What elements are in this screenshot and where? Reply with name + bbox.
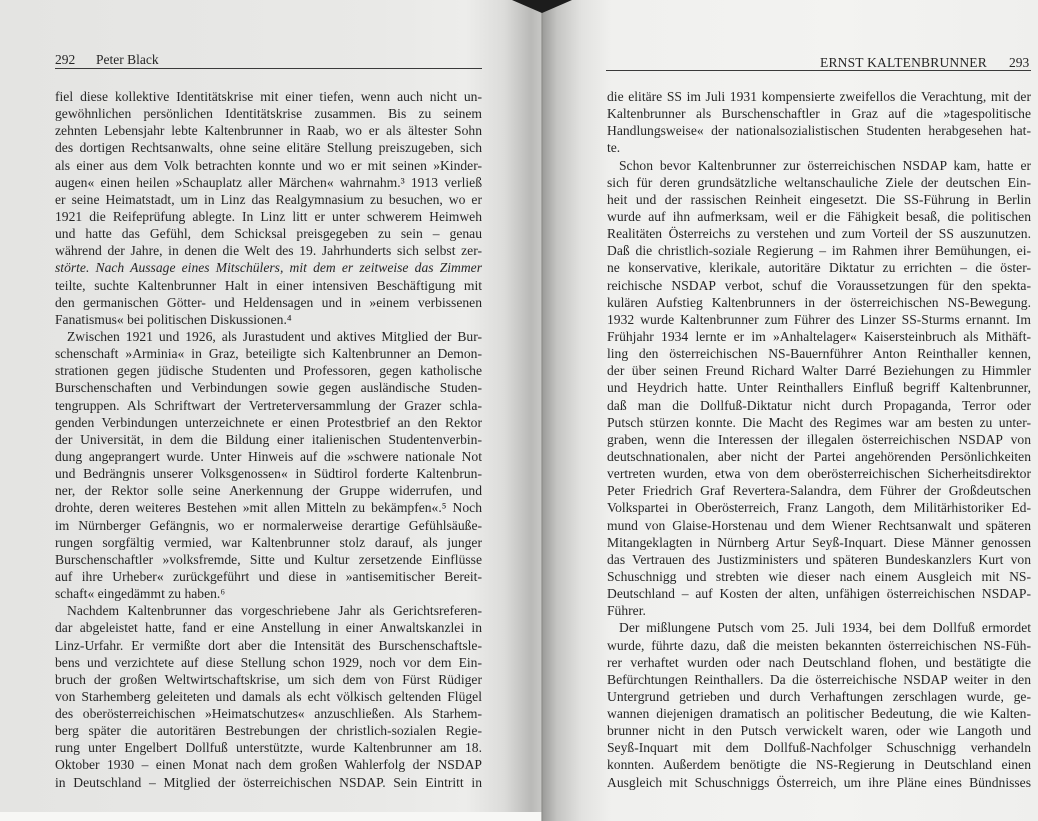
line-text: während der Jahre, in denen die Welt des 19. Jahrhunderts sich selbst zer- [55, 243, 482, 259]
line-text: te. [607, 140, 621, 156]
text-line [55, 157, 482, 174]
line-text: Führer. [607, 603, 646, 619]
left-text-column [55, 88, 482, 791]
text-line [607, 122, 1031, 139]
line-text: berg später die autoritären Bestrebungen der christlich-sozialen Regie- [55, 723, 482, 739]
line-text: der über seinen Freund Richard Walter Darré Beziehungen zu Himmler [607, 363, 1031, 379]
right-page [542, 0, 1038, 821]
line-text: tengruppen. Als Schriftwart der Vertreterversammlung der Grazer schla- [55, 397, 482, 413]
text-line [55, 414, 482, 431]
page-edge [0, 812, 542, 821]
text-line [55, 774, 482, 791]
text-line [607, 225, 1031, 242]
line-text: Burschenschaften und Verbindungen sowie gegen ausländische Studen- [55, 380, 482, 396]
text-line [607, 499, 1031, 516]
text-line [607, 414, 1031, 431]
line-text: der Universität, in dem die Bildung einer italienischen Studentenverbin- [55, 431, 482, 447]
text-line [55, 739, 482, 756]
line-text: und Bedrängnis unserer Volksgenossen« in Südtirol forderte Kaltenbrun- [55, 466, 482, 482]
line-text: sich für deren grundsätzliche weltanschauliche Ziele der deutschen Ein- [607, 174, 1031, 190]
line-text: Der mißlungene Putsch vom 25. Juli 1934, bei dem Dollfuß ermordet [619, 620, 1031, 636]
line-text: Mitangeklagten in Nürnberg Artur Seyß-Inquart. Diese Männer genossen [607, 534, 1031, 550]
line-text: Deutschland – auf Kosten der alten, unfähigen österreichischen NSDAP- [607, 586, 1031, 602]
text-line [607, 619, 1031, 636]
text-line [55, 362, 482, 379]
text-line [55, 259, 482, 276]
line-text: heit und der rassischen Reinheit eingesetzt. Die SS-Führung in Berlin [607, 191, 1031, 207]
text-line [55, 311, 482, 328]
text-line [607, 671, 1031, 688]
line-text: graben, wenn die Interessen der illegalen österreichischen NSDAP von [607, 431, 1031, 447]
text-line [607, 637, 1031, 654]
text-line [607, 139, 1031, 156]
line-text: konnten. Außerdem benötigte die NS-Regierung in Deutschland einen [607, 757, 1031, 773]
book-gutter [541, 0, 543, 821]
text-line [55, 654, 482, 671]
line-text: teilte, suchte Kaltenbrunner Halt in einer intensiven Beschäftigung mit [55, 277, 482, 293]
line-text: des dortigen Rechtsanwalts, ohne seine elitäre Stellung preiszugeben, sich [55, 140, 482, 156]
line-text: rung unter Engelbert Dollfuß unterstützte, wurde Kaltenbrunner am 18. [55, 740, 482, 756]
line-text: Daß die christlich-soziale Regierung – im Rahmen ihrer Bemühungen, ei- [607, 243, 1031, 259]
text-line [55, 379, 482, 396]
line-text: Frühjahr 1934 lernte er im »Anhaltelager« Kaisersteinbruch als Mithäft- [607, 328, 1031, 344]
line-text: Fanatismus« bei politischen Diskussionen.⁴ [55, 311, 292, 327]
line-text: dung angeprangert wurde. Unter Hinweis auf die »schwere nationale Not [55, 448, 482, 464]
line-text: und hatte das Gefühl, dem Schicksal preisgegeben zu sein – genau [55, 226, 482, 242]
text-line [607, 602, 1031, 619]
text-line [55, 208, 482, 225]
line-text: strationen gegen jüdische Studenten und Professoren, gegen katholische [55, 363, 482, 379]
line-text: den germanischen Götter- und Heldensagen und in »einem verbissenen [55, 294, 482, 310]
text-line [607, 174, 1031, 191]
header-rule [606, 70, 1031, 71]
line-text: störte. Nach Aussage eines Mitschülers, mit dem er zeitweise das Zimmer [55, 260, 482, 276]
text-line [607, 585, 1031, 602]
page-number: 293 [1009, 55, 1030, 70]
line-text: bens und verzichtete auf diese Stellung schon 1929, noch vor dem Ein- [55, 654, 482, 670]
text-line [55, 482, 482, 499]
line-text: Kaltenbrunner als Burschenschaftler in Graz auf die »tagespolitische [607, 106, 1031, 122]
text-line [55, 139, 482, 156]
line-text: als einer aus dem Volk betrachten konnte und wo er mit seinen »Kinder- [55, 157, 482, 173]
text-line [607, 105, 1031, 122]
line-text: auf ihre Urheber« zurückgeführt und diese in »antisemitischer Bereit- [55, 568, 482, 584]
line-text: Schuschnigg und strebten wie dieser nach einem Ausgleich mit NS- [607, 568, 1031, 584]
line-text: ling den österreichischen NS-Bauernführer Anton Reinthaller kennen, [607, 346, 1031, 362]
line-text: und Heydrich hatte. Unter Reinthallers Einfluß begriff Kaltenbrunner, [607, 380, 1031, 396]
line-text: daß man die Dollfuß-Diktatur nicht durch Propaganda, Terror oder [607, 397, 1031, 413]
line-text: Handlungsweise« der nationalsozialistischen Studenten herabgesehen hat- [607, 123, 1031, 139]
text-line [55, 551, 482, 568]
line-text: schenschaft »Arminia« in Graz, beteiligte sich Kaltenbrunner an Demon- [55, 346, 482, 362]
line-text: 1932 wurde Kaltenbrunner zum Führer des Linzer SS-Sturms ernannt. Im [607, 311, 1031, 327]
text-line [55, 465, 482, 482]
line-text: Schon bevor Kaltenbrunner zur österreichischen NSDAP kam, hatte er [619, 157, 1031, 173]
text-line [55, 671, 482, 688]
page-number: 292 [55, 52, 76, 67]
text-line [607, 705, 1031, 722]
running-head: ERNST KALTENBRUNNER [820, 55, 987, 70]
text-line [607, 654, 1031, 671]
text-line [607, 756, 1031, 773]
line-text: Seyß-Inquart mit dem Dollfuß-Nachfolger Schuschnigg verhandeln [607, 740, 1031, 756]
line-text: Befürchtungen Reinthallers. Da die österreichische NSDAP weiter in den [607, 671, 1031, 687]
line-text: Peter Friedrich Graf Revertera-Salandra, dem Führer der Großdeutschen [607, 483, 1031, 499]
line-text: vertreten wurden, etwa von dem oberösterreichischen Sicherheitsdirektor [607, 466, 1031, 482]
text-line [55, 534, 482, 551]
line-text: kulären Aufstieg Kaltenbrunners in der österreichischen NS-Bewegung. [607, 294, 1031, 310]
line-text: mund von Glaise-Horstenau und dem Wiener Rechtsanwalt und späteren [607, 517, 1031, 533]
line-text: brunner nicht in den Putsch verwickelt waren, oder wie Langoth und [607, 723, 1031, 739]
text-line [55, 174, 482, 191]
text-line [55, 499, 482, 516]
line-text: reichische NSDAP verbot, schuf die Voraussetzungen für den spekta- [607, 277, 1031, 293]
line-text: genden Verbindungen unterzeichnete er einen Protestbrief an den Rektor [55, 414, 482, 430]
text-line [55, 225, 482, 242]
text-line [607, 157, 1031, 174]
paragraph [607, 619, 1031, 790]
text-line [607, 722, 1031, 739]
text-line [607, 277, 1031, 294]
line-text: in Deutschland – Mitglied der österreichischen NSDAP. Sein Eintritt in [55, 774, 482, 790]
line-text: Putsch stürzen konnte. Die Macht des Regimes war am besten zu unter- [607, 414, 1031, 430]
text-line [607, 311, 1031, 328]
text-line [55, 431, 482, 448]
text-line [55, 517, 482, 534]
line-text: Volkspartei in Oberösterreich, Franz Langoth, dem Militärhistoriker Ed- [607, 500, 1031, 516]
line-text: des oberösterreichischen »Heimatschutzes« anzuschließen. Als Starhem- [55, 706, 482, 722]
line-text: gewöhnlichen persönlichen Identitätskrise zusammen. Bis zu seinem [55, 106, 482, 122]
text-line [607, 517, 1031, 534]
text-line [607, 294, 1031, 311]
line-text: Linz-Urfahr. Er vermißte dort aber die Intensität des Burschenschaftsle- [55, 637, 482, 653]
paragraph [607, 88, 1031, 157]
paragraph [55, 602, 482, 791]
header-rule [55, 68, 482, 69]
line-text: Zwischen 1921 und 1926, als Jurastudent und aktives Mitglied der Bur- [67, 328, 482, 344]
line-text: Realitäten Österreichs zu verstehen und zum Vorteil der SS auszunutzen. [607, 226, 1031, 242]
line-text: Ausgleich mit Schuschniggs Österreich, um ihre Pläne eines Bündnisses [607, 774, 1031, 790]
line-text: drohte, deren weiteres Bestehen »mit allen Mitteln zu bekämpfen«.⁵ Noch [55, 500, 482, 516]
right-text-column [607, 88, 1031, 791]
text-line [607, 448, 1031, 465]
text-line [55, 448, 482, 465]
text-line [55, 105, 482, 122]
running-head: Peter Black [96, 52, 159, 67]
text-line [607, 431, 1031, 448]
text-line [55, 294, 482, 311]
text-line [55, 242, 482, 259]
line-text: augen« einen heilen »Schauplatz aller Märchen« wahrnahm.³ 1913 verließ [55, 174, 482, 190]
text-line [607, 191, 1031, 208]
text-line [55, 568, 482, 585]
text-line [607, 568, 1031, 585]
text-line [607, 345, 1031, 362]
text-line [55, 585, 482, 602]
line-text: wannen diejenigen dramatisch an politischer Bedeutung, die wie Kalten- [607, 706, 1031, 722]
line-text: Oktober 1930 – einen Monat nach dem großen Wahlerfolg der NSDAP [55, 757, 482, 773]
text-line [607, 242, 1031, 259]
text-line [607, 688, 1031, 705]
line-text: rer verhaftet wurden oder nach Deutschland flohen, und bestätigte die [607, 654, 1031, 670]
line-text: fiel diese kollektive Identitätskrise mit einer tiefen, wenn auch nicht un- [55, 89, 482, 104]
paragraph [607, 157, 1031, 620]
text-line [55, 88, 482, 105]
text-line [607, 551, 1031, 568]
paragraph [55, 328, 482, 602]
line-text: 1921 die Reifeprüfung ablegte. In Linz litt er unter schwerem Heimweh [55, 208, 482, 224]
text-line [55, 328, 482, 345]
text-line [607, 534, 1031, 551]
paragraph [55, 88, 482, 328]
text-line [607, 465, 1031, 482]
line-text: bruch der großen Weltwirtschaftskrise, um sich dem von Fürst Rüdiger [55, 671, 482, 687]
text-line [55, 688, 482, 705]
text-line [607, 379, 1031, 396]
text-line [55, 277, 482, 294]
text-line [607, 328, 1031, 345]
line-text: Untergrund getrieben und durch Verhaftungen zerschlagen wurde, ge- [607, 688, 1031, 704]
line-text: ner, der Rektor solle seine Anerkennung der Gruppe widerrufen, und [55, 483, 482, 499]
line-text: wurde auf ihn aufmerksam, weil er die Fähigkeit besaß, die politischen [607, 208, 1031, 224]
book-spine [512, 0, 572, 13]
line-text: zehnten Lebensjahr lebte Kaltenbrunner in Raab, wo er als ältester Sohn [55, 123, 482, 139]
text-line [607, 739, 1031, 756]
text-line [607, 362, 1031, 379]
text-line [607, 397, 1031, 414]
line-text: deutschnationalen, aber nicht der Partei angehörenden Persönlichkeiten [607, 448, 1031, 464]
line-text: ne konservative, klerikale, autoritäre Diktatur zu errichten – die öster- [607, 260, 1031, 276]
text-line [55, 705, 482, 722]
text-line [607, 774, 1031, 791]
line-text: Nachdem Kaltenbrunner das vorgeschriebene Jahr als Gerichtsreferen- [67, 603, 482, 619]
line-text: er seine Heimatstadt, um in Linz das Realgymnasium zu besuchen, wo er [55, 191, 482, 207]
line-text: von Starhemberg geleiteten und damals als echt völkisch geltenden Flügel [55, 688, 482, 704]
line-text: im Nürnberger Gefängnis, wo er normalerweise derartige Gefühlsäuße- [55, 517, 482, 533]
text-line [55, 602, 482, 619]
text-line [607, 208, 1031, 225]
line-text: rungen sorgfältig vermied, war Kaltenbrunner stolz darauf, als junger [55, 534, 482, 550]
text-line [55, 619, 482, 636]
text-line [55, 345, 482, 362]
text-line [55, 397, 482, 414]
text-line [55, 756, 482, 773]
text-line [55, 637, 482, 654]
line-text: wurde, führte dazu, daß die meisten bekannten österreichischen NS-Füh- [607, 637, 1031, 653]
text-line [607, 259, 1031, 276]
line-text: Burschenschaftler »volksfremde, Sitte und Kultur zersetzende Einflüsse [55, 551, 482, 567]
text-line [55, 122, 482, 139]
line-text: die elitäre SS im Juli 1931 kompensierte zweifellos die Verachtung, mit der [607, 89, 1031, 104]
text-line [55, 191, 482, 208]
text-line [55, 722, 482, 739]
line-text: dar abgeleistet hatte, fand er eine Anstellung in einer Anwaltskanzlei in [55, 620, 482, 636]
text-line [607, 482, 1031, 499]
line-text: das Vertrauen des Justizministers und späteren Bundeskanzlers Kurt von [607, 551, 1031, 567]
text-line [607, 88, 1031, 105]
line-text: schaft« eingedämmt zu haben.⁶ [55, 586, 226, 602]
